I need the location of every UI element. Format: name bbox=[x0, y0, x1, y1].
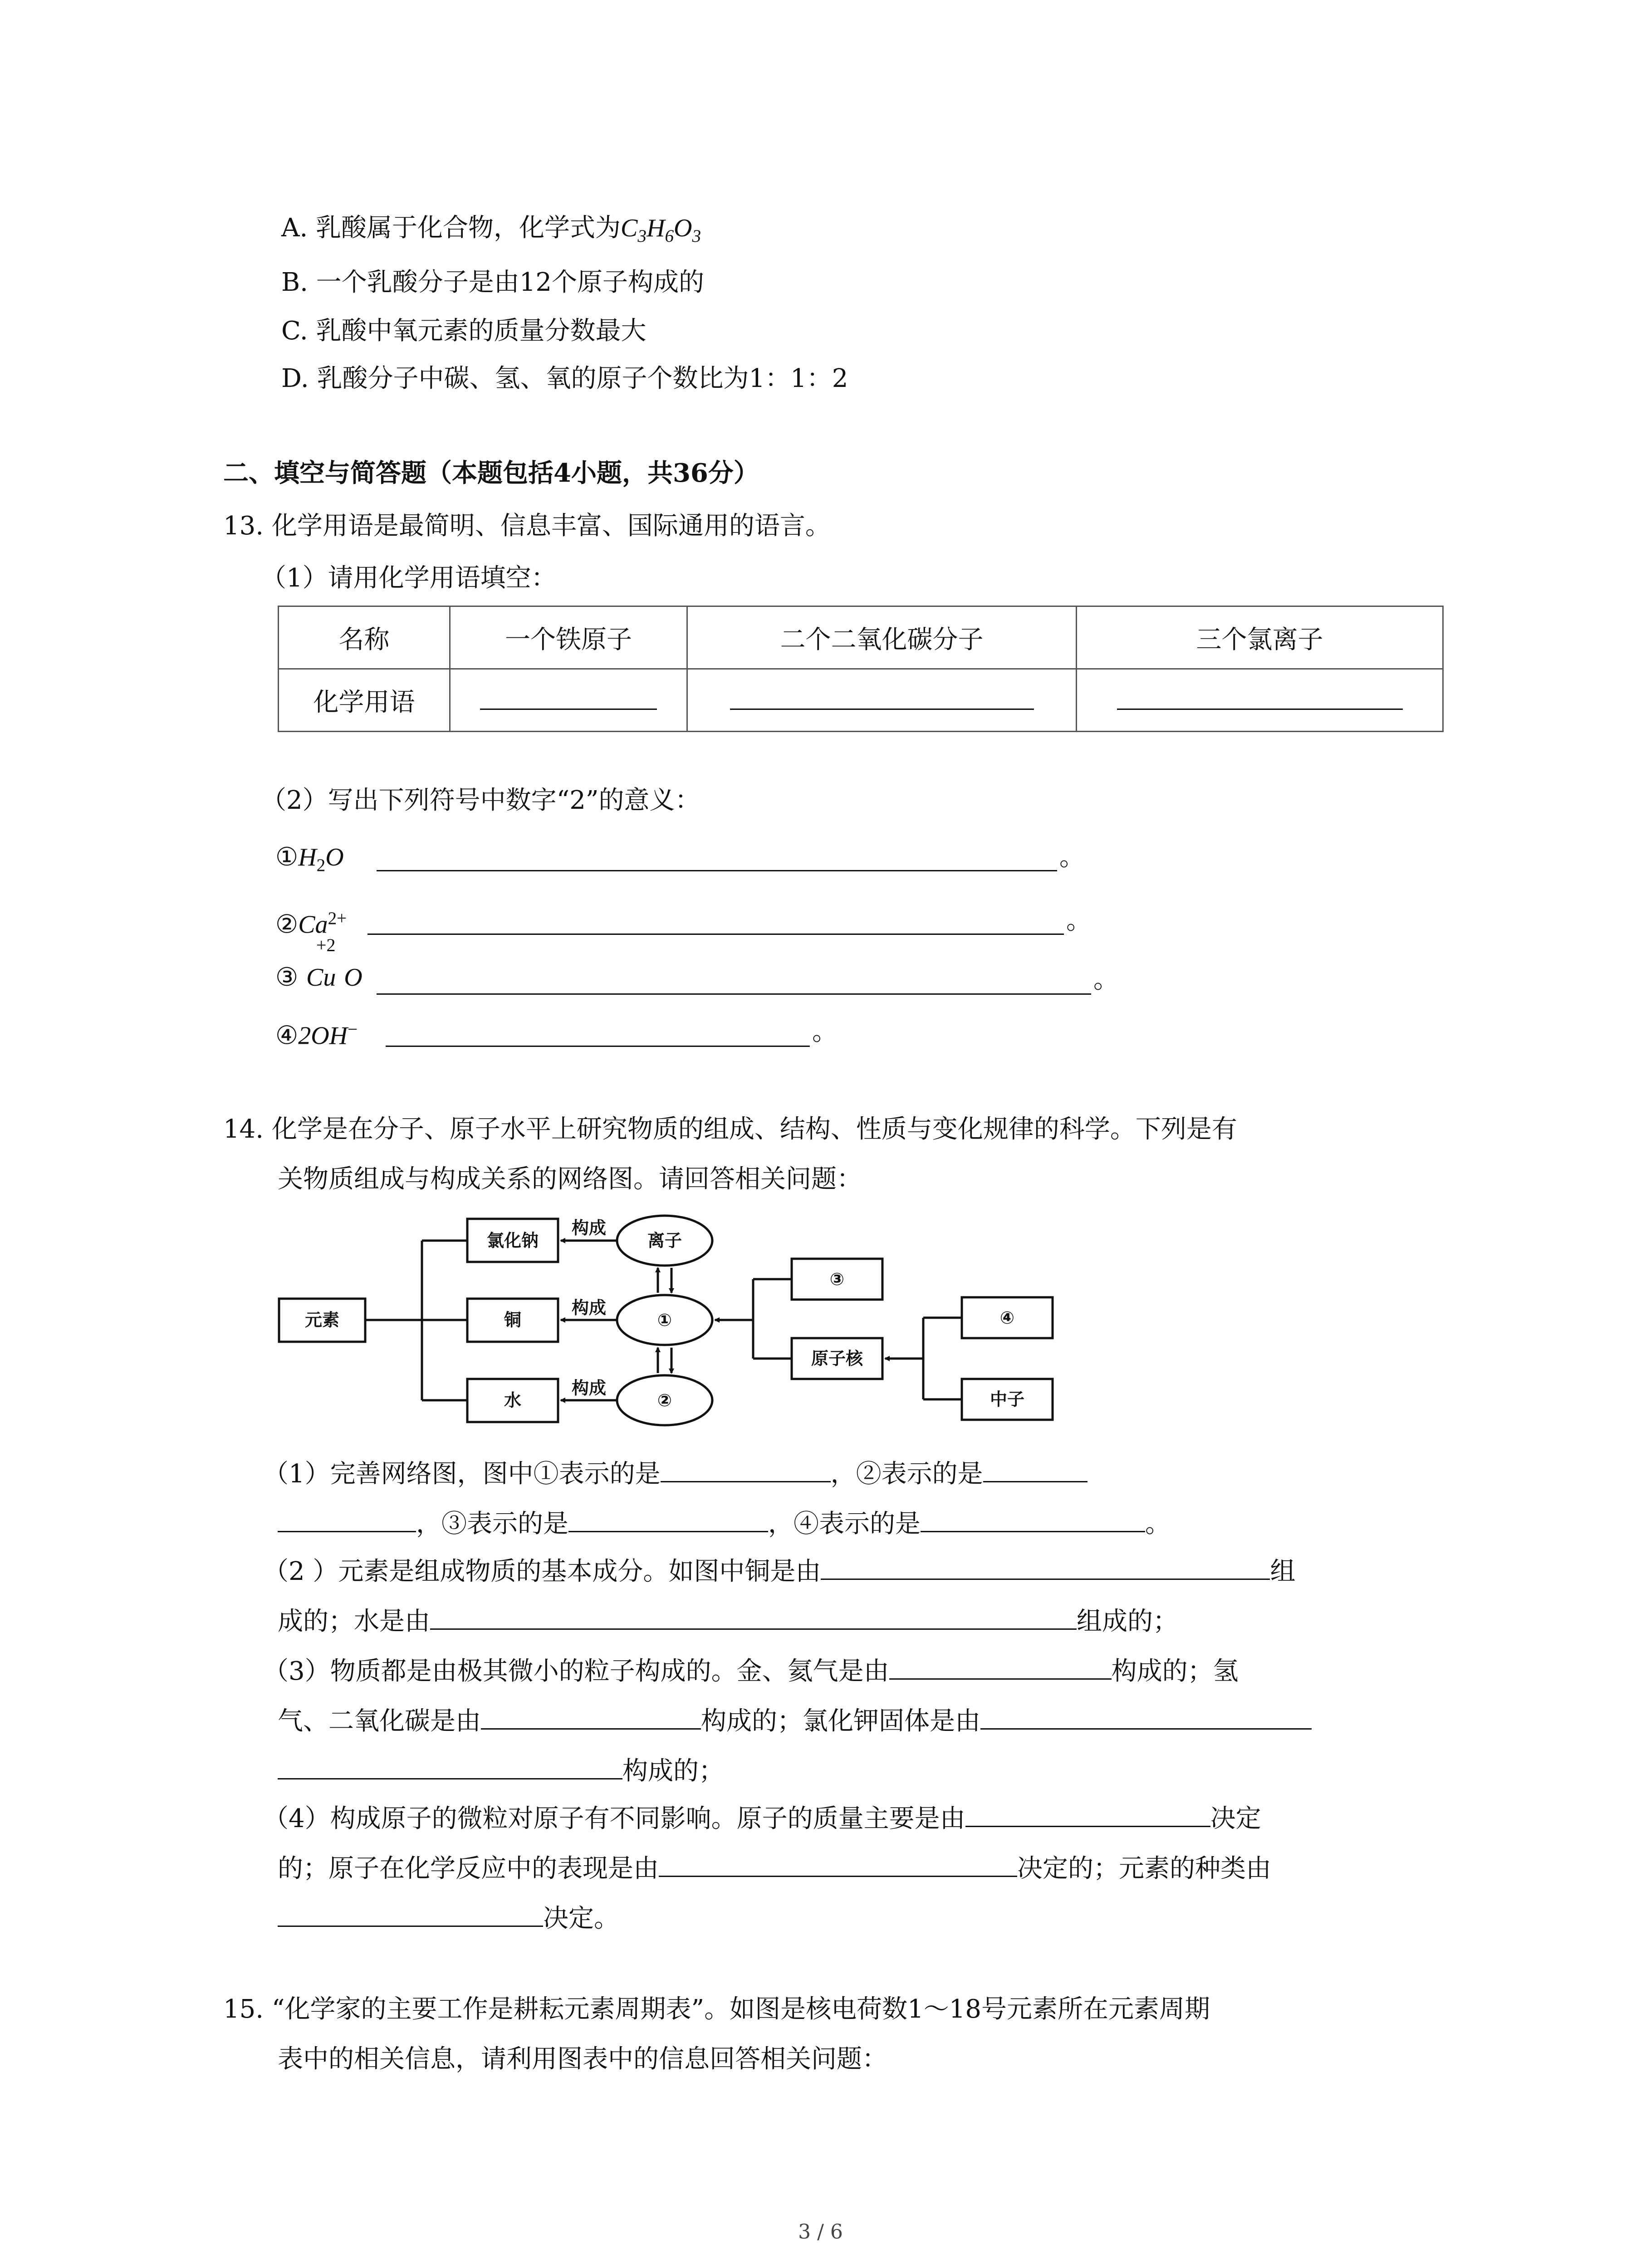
answer-blank[interactable] bbox=[278, 1509, 416, 1532]
diagram-label-c3: ③ bbox=[829, 1269, 845, 1289]
q14-part4-cont: 的；原子在化学反应中的表现是由 决定的；元素的种类由 bbox=[278, 1854, 1271, 1883]
table-row bbox=[279, 669, 1443, 732]
diagram-label-rel: 构成 bbox=[571, 1298, 607, 1318]
q14-part2-cont: 成的；水是由 组成的； bbox=[278, 1607, 1178, 1636]
answer-line[interactable] bbox=[377, 993, 1091, 995]
q14-part2: （2 ）元素是组成物质的基本成分。如图中铜是由 组 bbox=[263, 1557, 1296, 1586]
q13-part1: （1）请用化学用语填空： bbox=[261, 563, 557, 593]
answer-blank[interactable] bbox=[430, 1607, 1077, 1630]
answer-blank[interactable] bbox=[983, 1459, 1087, 1482]
symbol-cuo: ③ Cu O bbox=[275, 963, 362, 992]
answer-blank[interactable] bbox=[568, 1509, 768, 1532]
table-header: 名称 bbox=[279, 606, 450, 669]
symbol-2oh: ④2OH− bbox=[275, 1020, 358, 1051]
q14-stem: 14. 化学是在分子、原子水平上研究物质的组成、结构、性质与变化规律的科学。下列是有 bbox=[223, 1114, 1237, 1144]
diagram-label-c1: ① bbox=[657, 1310, 672, 1330]
q15-stem: 15. “化学家的主要工作是耕耘元素周期表”。如图是核电荷数1～18号元素所在元素周期 bbox=[223, 1994, 1210, 2024]
answer-line[interactable] bbox=[377, 870, 1057, 871]
option-c: C. 乳酸中氧元素的质量分数最大 bbox=[281, 316, 647, 346]
answer-blank[interactable] bbox=[661, 1459, 831, 1482]
diagram-label-water: 水 bbox=[504, 1390, 522, 1410]
diagram-label-element: 元素 bbox=[304, 1310, 340, 1330]
q14-part3-cont: 气、二氧化碳是由 构成的；氯化钾固体是由 bbox=[278, 1706, 1312, 1737]
answer-blank[interactable] bbox=[889, 1657, 1112, 1680]
diagram-label-nucleus: 原子核 bbox=[811, 1349, 863, 1369]
oxidation-state: +2 bbox=[316, 935, 336, 955]
page-number: 3 / 6 bbox=[798, 2220, 843, 2244]
answer-line[interactable] bbox=[386, 1046, 810, 1047]
answer-line[interactable] bbox=[367, 934, 1064, 935]
diagram-label-ion: 离子 bbox=[647, 1231, 682, 1251]
table-header: 一个铁原子 bbox=[450, 606, 687, 669]
symbol-ca2plus: $②Ca^{2+}$ bbox=[275, 909, 347, 939]
diagram-label-rel: 构成 bbox=[571, 1218, 607, 1238]
q14-stem-2: 关物质组成与构成关系的网络图。请回答相关问题： bbox=[278, 1164, 862, 1194]
answer-blank[interactable] bbox=[687, 669, 1077, 732]
answer-blank[interactable] bbox=[1077, 669, 1443, 732]
answer-blank[interactable] bbox=[278, 1904, 543, 1927]
q14-part1: （1）完善网络图，图中①表示的是 ，②表示的是 bbox=[263, 1458, 1087, 1490]
option-b: B. 一个乳酸分子是由12个原子构成的 bbox=[281, 268, 705, 297]
option-d: D. 乳酸分子中碳、氢、氧的原子个数比为1：1：2 bbox=[281, 364, 848, 393]
q15-stem-2: 表中的相关信息，请利用图表中的信息回答相关问题： bbox=[278, 2044, 887, 2074]
answer-blank[interactable] bbox=[821, 1557, 1270, 1580]
answer-blank[interactable] bbox=[450, 669, 687, 732]
diagram-label-c2: ② bbox=[657, 1390, 672, 1410]
symbol-h2o: $①H_2O$ bbox=[275, 842, 344, 875]
q14-part3-cont2: 构成的； bbox=[278, 1755, 724, 1787]
diagram-label-c4: ④ bbox=[999, 1308, 1015, 1328]
answer-blank[interactable] bbox=[980, 1706, 1312, 1730]
table-row bbox=[279, 606, 1443, 669]
answer-blank[interactable] bbox=[921, 1509, 1145, 1532]
q14-part4: （4）构成原子的微粒对原子有不同影响。原子的质量主要是由 决定 bbox=[263, 1804, 1261, 1833]
answer-blank[interactable] bbox=[278, 1756, 622, 1779]
diagram-label-rel: 构成 bbox=[571, 1378, 607, 1398]
table-header: 三个氯离子 bbox=[1077, 606, 1443, 669]
q13-part2: （2）写出下列符号中数字“2”的意义： bbox=[261, 786, 700, 815]
q13-stem: 13. 化学用语是最简明、信息丰富、国际通用的语言。 bbox=[223, 511, 831, 541]
section-title: 二、填空与简答题（本题包括4小题，共36分） bbox=[223, 458, 759, 488]
answer-blank[interactable] bbox=[965, 1804, 1210, 1827]
answer-blank[interactable] bbox=[481, 1706, 701, 1730]
q14-part1-cont: ，③表示的是 ，④表示的是 。 bbox=[278, 1508, 1171, 1540]
diagram-label-copper: 铜 bbox=[504, 1310, 522, 1330]
q14-part3: （3）物质都是由极其微小的粒子构成的。金、氦气是由 构成的；氢 bbox=[263, 1657, 1239, 1686]
table-row-label: 化学用语 bbox=[279, 669, 450, 732]
diagram-label-neutron: 中子 bbox=[989, 1389, 1025, 1409]
diagram-label-nacl: 氯化钠 bbox=[486, 1231, 539, 1251]
chem-terms-table bbox=[278, 606, 1444, 732]
answer-blank[interactable] bbox=[659, 1854, 1017, 1877]
table-header: 二个二氧化碳分子 bbox=[687, 606, 1077, 669]
option-a: A. 乳酸属于化合物，化学式为$C_3H_6O_3$ bbox=[281, 213, 701, 246]
q14-part4-cont2: 决定。 bbox=[278, 1903, 619, 1935]
structure-diagram bbox=[272, 1209, 1089, 1431]
formula-lactic-acid: $C_3H_6O_3$ bbox=[621, 214, 701, 246]
